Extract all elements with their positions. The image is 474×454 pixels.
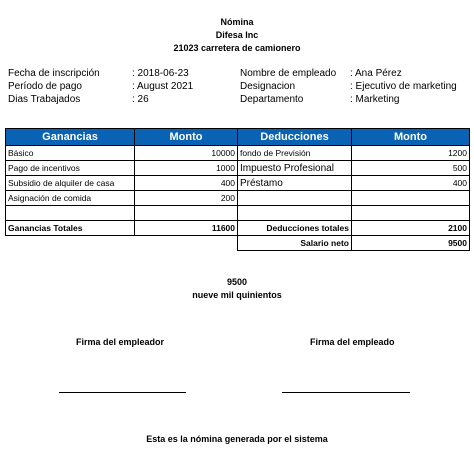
deduction-name: Impuesto Profesional bbox=[238, 161, 352, 176]
deductions-amount-header: Monto bbox=[352, 129, 470, 146]
net-salary-label: Salario neto bbox=[238, 236, 352, 251]
payslip-title: Nómina bbox=[220, 17, 254, 27]
designation-label: Designacion bbox=[240, 81, 296, 92]
deduction-amount: 400 bbox=[352, 176, 470, 191]
earning-name: Básico bbox=[6, 146, 135, 161]
table-row bbox=[6, 191, 470, 206]
earning-amount: 400 bbox=[135, 176, 238, 191]
enrollment-date-value: : 2018-06-23 bbox=[132, 68, 189, 79]
earning-amount: 10000 bbox=[135, 146, 238, 161]
net-salary-value: 9500 bbox=[352, 236, 470, 251]
total-earnings-label: Ganancias Totales bbox=[6, 221, 135, 236]
deduction-name: fondo de Previsión bbox=[238, 146, 352, 161]
earning-name: Subsidio de alquiler de casa bbox=[6, 176, 135, 191]
table-row bbox=[6, 161, 470, 176]
department-label: Departamento bbox=[240, 94, 304, 105]
department-value: : Marketing bbox=[350, 94, 400, 105]
total-earnings-value: 11600 bbox=[135, 221, 238, 236]
employer-signature-line bbox=[59, 392, 186, 393]
net-salary-row bbox=[6, 236, 470, 251]
total-deductions-value: 2100 bbox=[352, 221, 470, 236]
system-generated-note: Esta es la nómina generada por el sistema bbox=[146, 434, 328, 444]
company-name: Difesa Inc bbox=[215, 30, 259, 40]
earning-name: Pago de incentivos bbox=[6, 161, 135, 176]
employee-signature-label: Firma del empleado bbox=[310, 337, 395, 347]
earning-name bbox=[6, 206, 135, 221]
deduction-amount bbox=[352, 191, 470, 206]
net-amount-words: nueve mil quinientos bbox=[192, 290, 282, 300]
pay-period-label: Período de pago bbox=[8, 81, 82, 92]
deduction-name: Préstamo bbox=[238, 176, 352, 191]
deduction-name bbox=[238, 206, 352, 221]
days-worked-label: Dias Trabajados bbox=[8, 94, 81, 105]
net-amount-number: 9500 bbox=[226, 277, 248, 287]
table-header-row bbox=[6, 129, 470, 146]
deduction-amount: 1200 bbox=[352, 146, 470, 161]
earning-amount: 1000 bbox=[135, 161, 238, 176]
earning-amount: 200 bbox=[135, 191, 238, 206]
earning-name: Asignación de comida bbox=[6, 191, 135, 206]
pay-period-value: : August 2021 bbox=[132, 81, 194, 92]
employer-signature-label: Firma del empleador bbox=[76, 337, 165, 347]
earning-amount bbox=[135, 206, 238, 221]
company-address: 21023 carretera de camionero bbox=[173, 43, 301, 53]
deduction-name bbox=[238, 191, 352, 206]
employee-signature-line bbox=[282, 392, 410, 393]
table-row bbox=[6, 146, 470, 161]
employee-name-label: Nombre de empleado bbox=[240, 68, 337, 79]
totals-row bbox=[6, 221, 470, 236]
deduction-amount: 500 bbox=[352, 161, 470, 176]
table-row bbox=[6, 206, 470, 221]
enrollment-date-label: Fecha de inscripción bbox=[8, 68, 100, 79]
employee-name-value: : Ana Pérez bbox=[350, 68, 402, 79]
designation-value: : Ejecutivo de marketing bbox=[350, 81, 457, 92]
earnings-amount-header: Monto bbox=[135, 129, 238, 146]
deductions-header: Deducciones bbox=[238, 129, 352, 146]
days-worked-value: : 26 bbox=[132, 94, 149, 105]
table-row bbox=[6, 176, 470, 191]
deduction-amount bbox=[352, 206, 470, 221]
earnings-deductions-table bbox=[5, 128, 470, 251]
earnings-header: Ganancias bbox=[6, 129, 135, 146]
total-deductions-label: Deducciones totales bbox=[238, 221, 352, 236]
